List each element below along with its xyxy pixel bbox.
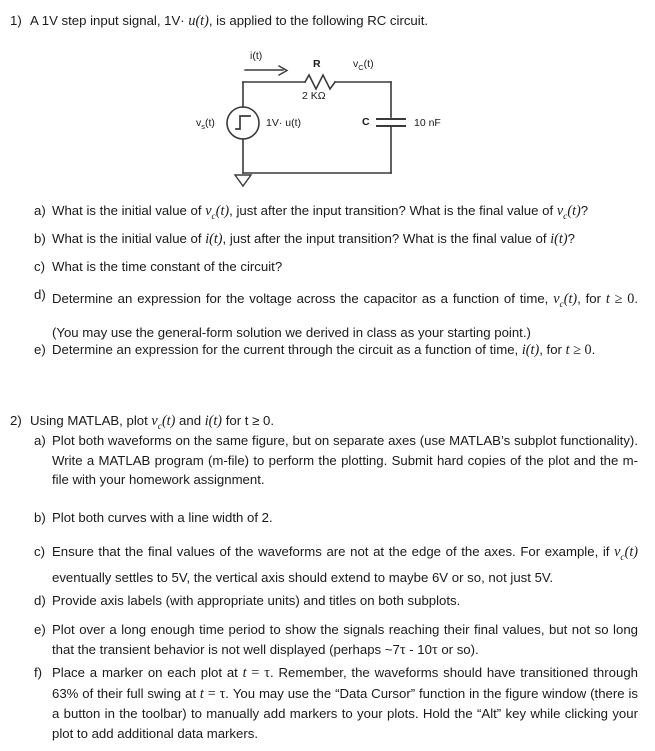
problem-1 [10, 11, 638, 32]
problem-2-item-d [34, 591, 638, 611]
resistor-value-label: 2 KΩ [302, 90, 326, 102]
p2-item-e-marker: e) [34, 622, 46, 637]
p2-item-c-text: Ensure that the final values of the waveforms are not at the edge of the axes. For example, if $v_c(t)$ eventually settles to 5V, the vertical axis should extend to maybe 6V or so, not just 5V. [52, 544, 638, 586]
item-d-text: Determine an expression for the voltage across the capacitor as a function of time, $v_c(t)$, for t ≥ 0. (You may use the general-form solution we derived in class as your starting point.) [52, 291, 638, 340]
rc-circuit-diagram [195, 45, 475, 195]
problem-1-item-c [34, 257, 638, 277]
problem-1-marker: 1) [10, 13, 22, 28]
p2-item-a-text: Plot both waveforms on the same figure, but on separate axes (use MATLAB’s subplot functionality). Write a MATLAB program (m-file) to perform the plotting. Submit hard copies of the plot and the m-file with your homework assignment. [52, 433, 638, 487]
problem-1-item-e [34, 340, 638, 361]
item-d-marker: d) [34, 287, 46, 302]
problem-2-item-f [34, 663, 638, 743]
item-e-text: Determine an expression for the current through the circuit as a function of time, i(t), for t ≥ 0. [52, 342, 596, 358]
problem-2-item-b [34, 508, 638, 528]
capacitor-value-label: 10 nF [414, 117, 441, 129]
problem-1-item-d [34, 285, 638, 346]
item-b-text: What is the initial value of i(t), just after the input transition? What is the final value of i(t)? [52, 231, 575, 247]
p2-item-d-text: Provide axis labels (with appropriate units) and titles on both subplots. [52, 593, 461, 608]
problem-2-text: Using MATLAB, plot $v_c(t)$ and i(t) for t ≥ 0. [30, 413, 274, 432]
resistor-label: R [313, 58, 321, 70]
step-waveform-symbol [236, 116, 250, 129]
p2-item-b-marker: b) [34, 510, 46, 525]
source-label: $v_s(t)$ [196, 117, 215, 132]
current-label: i(t) [250, 50, 263, 62]
item-e-marker: e) [34, 342, 46, 357]
p2-item-c-marker: c) [34, 544, 45, 559]
item-c-text: What is the time constant of the circuit? [52, 259, 283, 274]
math-u-of-t: u(t) [188, 13, 209, 29]
voltage-source-circle [227, 107, 259, 139]
problem-1-item-a [34, 201, 638, 227]
source-value-label: 1V· u(t) [266, 117, 302, 129]
item-c-marker: c) [34, 259, 45, 274]
resistor-zigzag [305, 75, 335, 89]
ground-icon [235, 175, 251, 186]
p2-item-e-text: Plot over a long enough time period to show the signals reaching their final values, but not so long that the transient behavior is not well displayed (perhaps ~7τ - 10τ or so). [52, 622, 638, 658]
p2-item-f-marker: f) [34, 665, 43, 680]
problem-1-item-b [34, 229, 638, 250]
p2-item-a-marker: a) [34, 433, 46, 448]
capacitor-label: C [362, 116, 370, 128]
problem-2-item-c [34, 542, 638, 588]
p2-item-f-text: Place a marker on each plot at t = τ. Remember, the waveforms should have transitioned through 63% of their full swing at t = τ. You may use the “Data Cursor” function in the figure window (there is a button in the toolbar) to manually add markers to your plots. Hold the “Alt” key while clicking your plot to add additional data markers. [52, 665, 638, 741]
node-voltage-label: $v_C(t)$ [353, 58, 374, 73]
p2-item-b-text: Plot both curves with a line width of 2. [52, 510, 273, 525]
item-a-text: What is the initial value of $v_c(t)$, just after the input transition? What is the final value of $v_c(t)$? [52, 203, 589, 222]
problem-2-item-e [34, 620, 638, 660]
item-a-marker: a) [34, 203, 46, 218]
p2-item-d-marker: d) [34, 593, 46, 608]
problem-2-item-a [34, 431, 638, 490]
problem-2-marker: 2) [10, 413, 22, 428]
problem-1-text: A 1V step input signal, 1V· u(t), is applied to the following RC circuit. [30, 13, 429, 29]
item-b-marker: b) [34, 231, 46, 246]
